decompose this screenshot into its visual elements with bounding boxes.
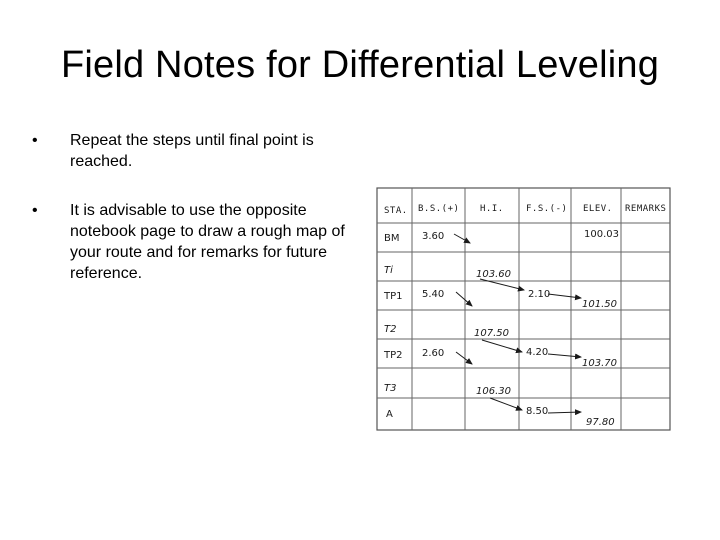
header-sta: STA. — [384, 206, 408, 216]
bullet-text: Repeat the steps until final point is reached. — [70, 132, 314, 170]
bullet-marker: • — [32, 202, 38, 219]
header-hi: H.I. — [480, 204, 504, 214]
bullet-text: It is advisable to use the opposite notebook page to draw a rough map of your route and for remarks for future reference. — [70, 202, 345, 282]
cell-fs: 2.10 — [528, 289, 551, 300]
cell-bs: 5.40 — [422, 289, 445, 300]
cell-sta: TP1 — [384, 291, 403, 302]
cell-fs: 8.50 — [526, 406, 549, 417]
cell-elev: 101.50 — [582, 299, 617, 310]
cell-elev: 103.70 — [582, 358, 617, 369]
header-bs: B.S.(+) — [418, 204, 460, 214]
cell-sta: BM — [384, 233, 400, 244]
cell-bs: 2.60 — [422, 348, 445, 359]
bullet-list — [32, 130, 362, 312]
cell-sta-mark: T3 — [384, 383, 397, 394]
header-fs: F.S.(-) — [526, 204, 568, 214]
header-elev: ELEV. — [583, 204, 613, 214]
cell-elev: 100.03 — [584, 229, 619, 240]
bullet-marker: • — [32, 132, 38, 149]
cell-bs: 3.60 — [422, 231, 445, 242]
cell-elev: 97.80 — [586, 417, 615, 428]
bullet-item — [32, 130, 362, 172]
cell-hi: 106.30 — [476, 386, 511, 397]
cell-sta: TP2 — [384, 350, 403, 361]
slide-title: Field Notes for Differential Leveling — [60, 44, 660, 86]
cell-hi: 107.50 — [474, 328, 509, 339]
row-lines — [377, 223, 670, 398]
header-remarks: REMARKS — [625, 204, 667, 214]
cell-sta: A — [386, 409, 393, 420]
cell-hi: 103.60 — [476, 269, 511, 280]
cell-sta-mark: Ti — [384, 265, 393, 276]
cell-fs: 4.20 — [526, 347, 549, 358]
calculation-arrows — [454, 234, 581, 413]
field-notes-table-image — [376, 186, 672, 432]
cell-sta-mark: T2 — [384, 324, 397, 335]
field-notes-table — [376, 186, 672, 432]
table-border — [377, 188, 670, 430]
bullet-item — [32, 200, 362, 284]
